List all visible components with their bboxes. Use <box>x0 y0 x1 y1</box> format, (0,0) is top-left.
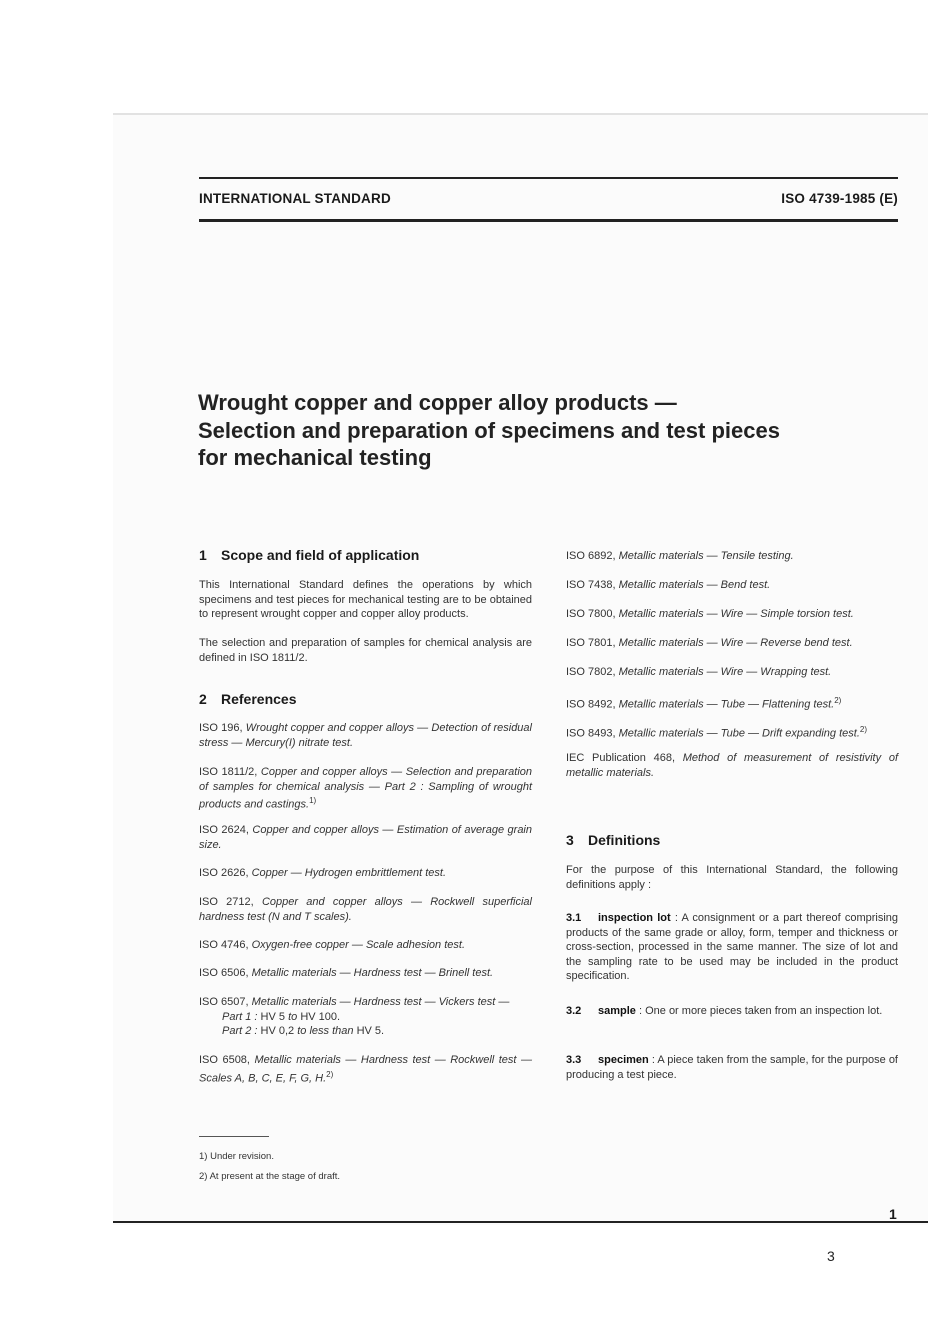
reference-code: ISO 8492, <box>566 698 616 711</box>
definition-term: inspection lot <box>598 912 671 924</box>
reference-item <box>199 895 532 924</box>
footnote-text: Under revision. <box>210 1151 274 1162</box>
reference-title: Metallic materials — Wire — Reverse bend test. <box>618 637 853 649</box>
reference-item <box>566 636 898 651</box>
reference-code: ISO 1811/2, <box>199 766 258 778</box>
definition-term: specimen <box>598 1054 649 1066</box>
reference-code: ISO 2712, <box>199 896 254 908</box>
part-to: to <box>288 1010 298 1023</box>
reference-item <box>566 665 898 680</box>
reference-code: IEC Publication 468, <box>566 752 675 764</box>
reference-code: ISO 6506, <box>199 967 249 979</box>
reference-item <box>199 938 532 953</box>
footnote-ref: 2) <box>326 1069 334 1079</box>
section-heading <box>566 832 898 848</box>
paragraph: This International Standard defines the operations by which specimens and test pieces for mechanical testing are to be obtained to represent wrought copper and copper alloy products. <box>199 579 532 620</box>
reference-title: Metallic materials — Bend test. <box>618 579 771 591</box>
section-title: References <box>221 691 297 707</box>
reference-item <box>566 723 898 741</box>
definition-term: sample <box>598 1005 636 1017</box>
definition <box>566 1053 898 1082</box>
reference-item <box>566 549 898 564</box>
footnote-ref: 2) <box>859 725 868 734</box>
reference-title: Metallic materials — Wire — Simple torsion test. <box>618 608 854 620</box>
reference-code: ISO 4746, <box>199 939 249 951</box>
reference-code: ISO 6892, <box>566 550 616 562</box>
reference-title: Metallic materials — Hardness test — Rockwell test — Scales A, B, C, E, F, G, H. <box>199 1054 532 1085</box>
header-rule-bottom <box>199 219 898 222</box>
reference-item <box>199 995 532 1039</box>
footnote-rule <box>199 1136 269 1137</box>
reference-code: ISO 8493, <box>566 727 616 740</box>
section-number: 3 <box>566 832 574 848</box>
definition <box>566 911 898 984</box>
reference-item <box>199 966 532 981</box>
section-number: 1 <box>199 547 207 563</box>
part-range: HV 100. <box>300 1010 341 1023</box>
reference-part <box>199 1010 532 1025</box>
reference-title: Copper and copper alloys — Rockwell superficial hardness test (N and T scales). <box>199 896 532 923</box>
definition-text: : One or more pieces taken from an inspection lot. <box>638 1005 883 1017</box>
reference-title: Metallic materials — Tensile testing. <box>618 550 794 562</box>
footnote-ref: 1) <box>309 796 317 805</box>
part-label: Part 1 : <box>222 1010 258 1023</box>
reference-item <box>199 866 532 881</box>
section-number: 2 <box>199 691 207 707</box>
header-left: INTERNATIONAL STANDARD <box>199 191 391 206</box>
part-range: HV 5. <box>356 1025 385 1037</box>
part-to: to less than <box>297 1025 354 1037</box>
sheet-number: 3 <box>827 1248 835 1264</box>
reference-code: ISO 7802, <box>566 666 616 678</box>
reference-title: Metallic materials — Tube — Drift expanding test. <box>618 727 860 740</box>
reference-code: ISO 7800, <box>566 608 616 620</box>
footnote-mark: 2) <box>199 1171 208 1182</box>
definition-text: : A piece taken from the sample, for the purpose of producing a test piece. <box>566 1054 898 1081</box>
reference-title: Copper — Hydrogen embrittlement test. <box>251 867 447 879</box>
reference-item <box>199 721 532 750</box>
reference-code: ISO 2624, <box>199 824 249 836</box>
reference-part <box>199 1024 532 1039</box>
reference-item <box>566 578 898 593</box>
reference-code: ISO 6508, <box>199 1054 250 1066</box>
part-range: HV 0,2 <box>260 1025 295 1037</box>
section-title: Scope and field of application <box>221 547 420 563</box>
definition <box>566 1004 898 1019</box>
title-line: Wrought copper and copper alloy products — <box>198 390 677 415</box>
reference-title: Oxygen-free copper — Scale adhesion test. <box>251 939 466 951</box>
reference-title: Metallic materials — Tube — Flattening test. <box>618 698 835 711</box>
header-rule-top <box>199 177 898 179</box>
reference-title: Metallic materials — Hardness test — Vickers test — <box>251 996 510 1008</box>
reference-title: Method of measurement of resistivity of metallic materials. <box>566 752 898 779</box>
title-line: Selection and preparation of specimens and test pieces <box>198 417 780 443</box>
reference-code: ISO 2626, <box>199 867 249 879</box>
reference-title: Wrought copper and copper alloys — Detection of residual stress — Mercury(I) nitrate test. <box>199 722 532 749</box>
footer-rule <box>113 1221 928 1223</box>
reference-item <box>199 1053 532 1086</box>
footnote-text: At present at the stage of draft. <box>209 1171 341 1182</box>
header-right: ISO 4739-1985 (E) <box>781 191 898 206</box>
section-title: Definitions <box>588 832 661 848</box>
footnote-mark: 1) <box>199 1151 208 1162</box>
reference-item <box>199 823 532 852</box>
title-line: for mechanical testing <box>198 445 432 470</box>
definition-number: 3.1 <box>566 912 582 924</box>
definition-number: 3.3 <box>566 1054 582 1066</box>
page-number: 1 <box>889 1206 897 1222</box>
section-heading <box>199 691 532 707</box>
reference-title: Metallic materials — Hardness test — Brinell test. <box>251 967 494 979</box>
reference-title: Copper and copper alloys — Selection and preparation of samples for chemical analysis — Part 2 : Sampling of wrought products and castings. <box>199 766 532 811</box>
definition-text: : A consignment or a part thereof comprising products of the same grade or alloy, form, temper and thickness or cross-section, processed in the same manner. The size of lot and the sampling rate to be used may be included in the product specification. <box>566 912 899 982</box>
reference-code: ISO 7801, <box>566 637 616 649</box>
reference-title: Metallic materials — Wire — Wrapping test. <box>618 666 832 678</box>
paragraph: For the purpose of this International Standard, the following definitions apply : <box>566 864 898 891</box>
section-heading <box>199 547 532 563</box>
reference-item <box>566 694 898 712</box>
reference-code: ISO 196, <box>199 722 243 734</box>
part-range: HV 5 <box>260 1010 285 1023</box>
footnote <box>199 1151 274 1162</box>
reference-item <box>566 607 898 622</box>
reference-code: ISO 6507, <box>199 996 249 1008</box>
reference-item <box>566 751 898 780</box>
document-title <box>198 389 780 472</box>
reference-code: ISO 7438, <box>566 579 616 591</box>
definition-number: 3.2 <box>566 1005 582 1017</box>
part-label: Part 2 : <box>222 1025 258 1037</box>
footnote-ref: 2) <box>834 696 842 705</box>
paragraph: The selection and preparation of samples for chemical analysis are defined in ISO 1811/2. <box>199 637 532 664</box>
reference-title: Copper and copper alloys — Estimation of average grain size. <box>199 824 532 851</box>
footnote <box>199 1171 340 1182</box>
reference-item <box>199 765 532 812</box>
